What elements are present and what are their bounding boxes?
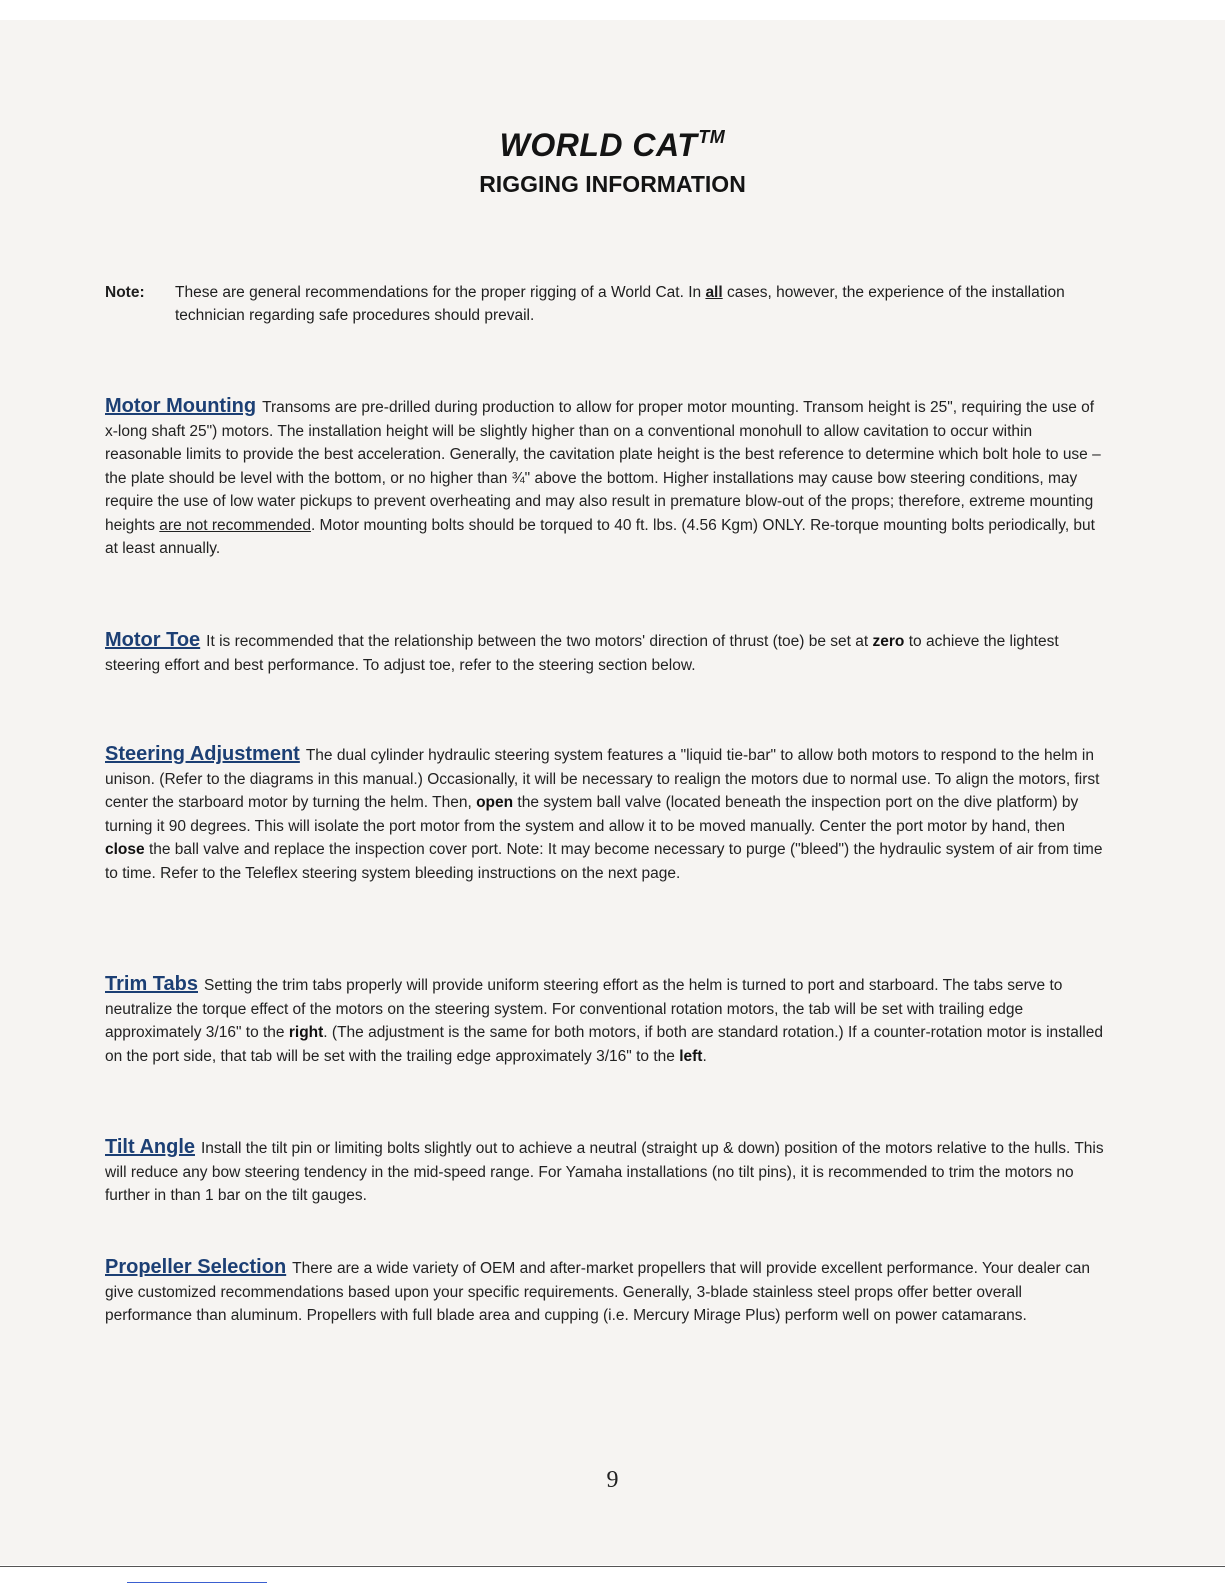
bold-term: open [476, 794, 514, 811]
underlined-text: are not recommended [159, 516, 311, 534]
page-number: 9 [606, 1467, 619, 1493]
section-propeller-selection [105, 1256, 1105, 1328]
section-heading: Steering Adjustment [105, 743, 300, 765]
document-page [0, 20, 1225, 1565]
section-heading: Trim Tabs [105, 973, 198, 995]
bold-term: right [288, 1024, 324, 1041]
note-label: Note: [105, 284, 145, 301]
document-subtitle: RIGGING INFORMATION [479, 171, 746, 197]
section-tilt-angle [105, 1136, 1105, 1208]
section-body: Install the tilt pin or limiting bolts slightly out to achieve a neutral (straight up & down) position of the motors relative to the hulls. This will reduce any bow steering tendency in the mid-speed range. For Yamaha installations (no tilt pins), it is recommended to trim the motors no further in than 1 bar on the tilt gauges. [105, 1140, 1104, 1204]
section-heading: Tilt Angle [105, 1136, 195, 1158]
bold-term: zero [872, 633, 905, 650]
section-body: The dual cylinder hydraulic steering system features a "liquid tie-bar" to allow both motors to respond to the helm in unison. (Refer to the diagrams in this manual.) Occasionally, it will be necessary to realign the motors due to normal use. To align the motors, first center the starboard motor by turning the helm. Then, open the system ball valve (located beneath the inspection port on the dive platform) by turning it 90 degrees. This will isolate the port motor from the system and allow it to be moved manually. Center the port motor by hand, then close the ball valve and replace the inspection cover port. Note: It may become necessary to purge ("bleed") the hydraulic system of air from time to time. Refer to the Teleflex steering system bleeding instructions on the next page. [105, 747, 1103, 882]
section-body: Transoms are pre-drilled during production to allow for proper motor mounting. Transom height is 25", requiring the use of x-long shaft 25") motors. The installation height will be slightly higher than on a conventional monohull to allow cavitation to occur within reasonable limits to provide the best acceleration. Generally, the cavitation plate height is the best reference to determine which bolt hole to use – the plate should be level with the bottom, or no higher than ¾" above the bottom. Higher installations may cause bow steering conditions, may require the use of low water pickups to prevent overheating and may also result in premature blow-out of the props; therefore, extreme mounting heights are not recommended. Motor mounting bolts should be torqued to 40 ft. lbs. (4.56 Kgm) ONLY. Re-torque mounting bolts periodically, but at least annually. [105, 399, 1101, 557]
page-bottom-divider [0, 1566, 1225, 1567]
note-emphasis: all [705, 284, 723, 301]
section-motor-mounting [105, 395, 1105, 561]
section-body: Setting the trim tabs properly will provide uniform steering effort as the helm is turned to port and starboard. The tabs serve to neutralize the torque effect of the motors on the steering system. For conventional rotation motors, the tab will be set with trailing edge approximately 3/16" to the right. (The adjustment is the same for both motors, if both are standard rotation.) If a counter-rotation motor is installed on the port side, that tab will be set with the trailing edge approximately 3/16" to the left. [105, 977, 1103, 1065]
title-block [0, 117, 1225, 199]
bold-term: left [679, 1047, 703, 1065]
bold-term: close [105, 841, 145, 858]
section-body: There are a wide variety of OEM and after-market propellers that will provide excellent performance. Your dealer can give customized recommendations based upon your specific requirements. Generally, 3-blade stainless steel props offer better overall performance than aluminum. Propellers with full blade area and cupping (i.e. Mercury Mirage Plus) perform well on power catamarans. [105, 1260, 1090, 1324]
section-heading: Motor Toe [105, 629, 201, 651]
section-heading: Propeller Selection [105, 1256, 287, 1278]
note-text: These are general recommendations for the proper rigging of a World Cat. In all cases, however, the experience of the installation technician regarding safe procedures should prevail. [175, 284, 1065, 324]
footnote-divider [127, 1582, 267, 1583]
note-block [105, 281, 1085, 327]
document-title [0, 117, 1225, 165]
section-body: It is recommended that the relationship between the two motors' direction of thrust (toe) be set at zero to achieve the lightest steering effort and best performance. To adjust toe, refer to the steering section below. [105, 633, 1059, 674]
section-steering-adjustment [105, 743, 1105, 885]
section-trim-tabs [105, 973, 1105, 1068]
trademark-mark: TM [698, 127, 726, 147]
section-motor-toe [105, 629, 1105, 677]
section-heading: Motor Mounting [105, 395, 257, 417]
title-text: WORLD CAT [499, 127, 698, 163]
